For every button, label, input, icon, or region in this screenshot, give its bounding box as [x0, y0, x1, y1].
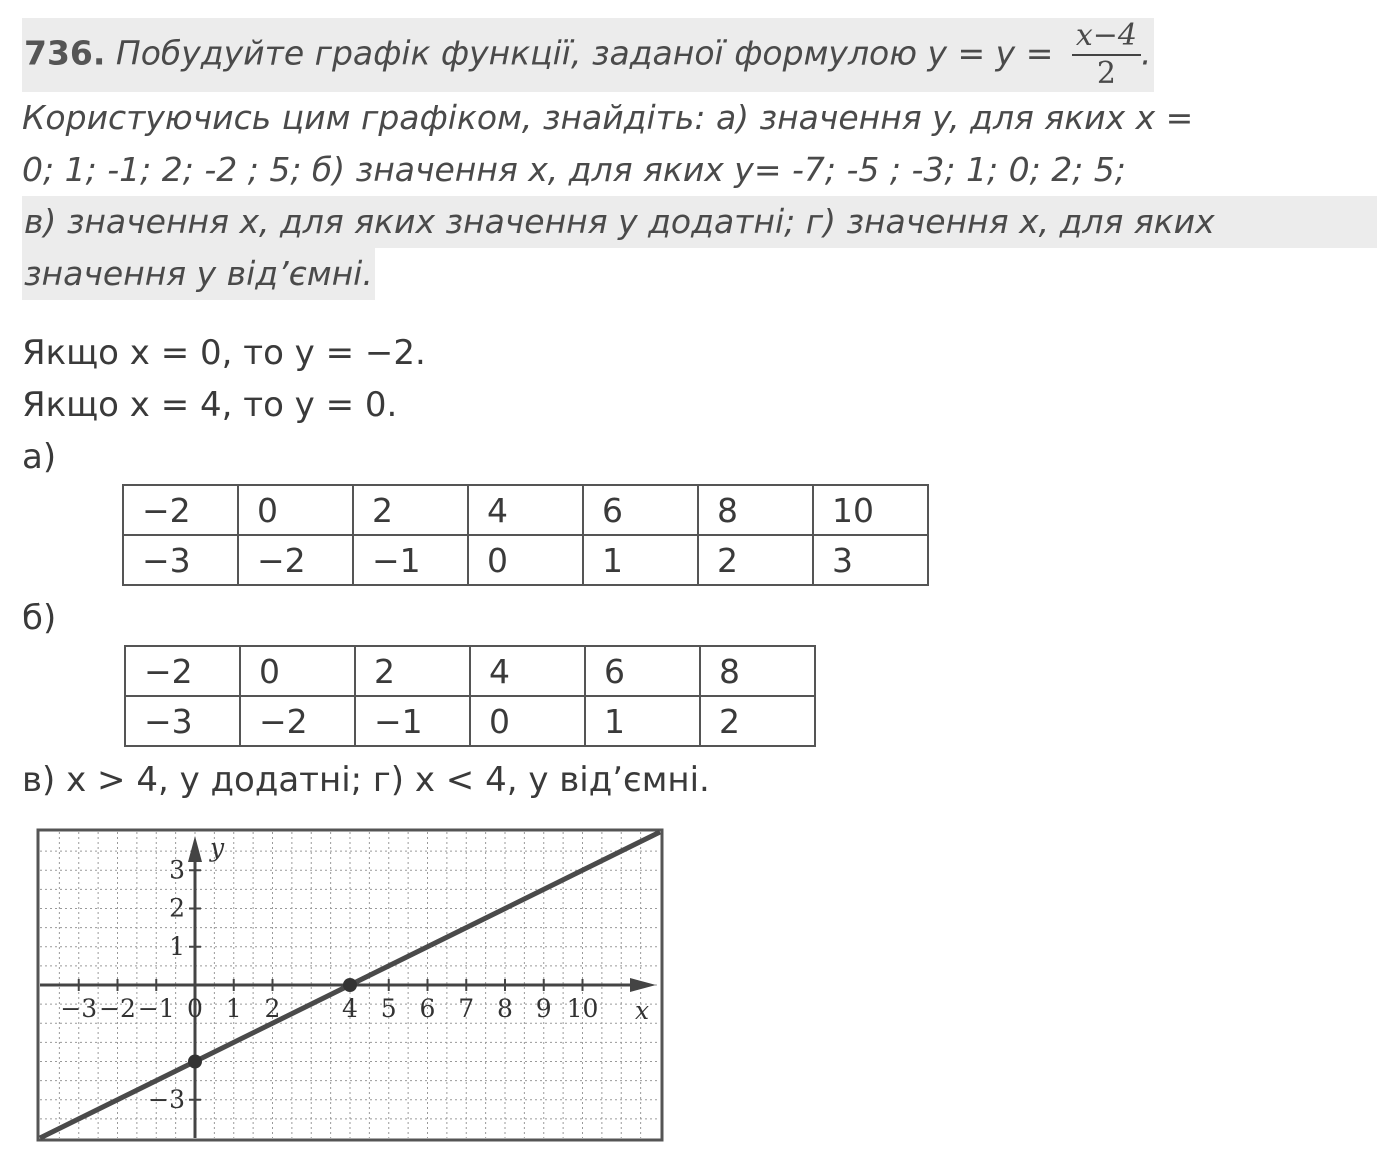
graph-point — [343, 978, 357, 992]
task-line-1-end: . — [1141, 33, 1152, 73]
task-line-5: значення y від’ємні. — [22, 248, 375, 300]
x-tick-label: 0 — [187, 994, 203, 1023]
y-tick-label: 3 — [169, 855, 185, 885]
x-tick-label: −1 — [137, 994, 175, 1023]
task-number: 736. — [24, 33, 106, 73]
table-cell: 8 — [700, 646, 815, 696]
x-tick-label: 7 — [458, 994, 475, 1023]
formula-fraction — [1072, 18, 1141, 92]
answer-line: в) x > 4, y додатні; г) x < 4, y від’ємні. — [22, 760, 710, 800]
table-cell: 1 — [585, 696, 700, 746]
table-cell: 1 — [583, 535, 698, 585]
table-b-row-x — [125, 646, 815, 696]
x-tick-label: −3 — [60, 994, 98, 1023]
table-cell: −1 — [355, 696, 470, 746]
task-statement — [22, 18, 1377, 300]
table-cell: 8 — [698, 485, 813, 535]
x-tick-label: 9 — [535, 994, 552, 1023]
table-cell: −2 — [125, 646, 240, 696]
table-cell: 6 — [583, 485, 698, 535]
table-cell: −2 — [238, 535, 353, 585]
table-cell: −2 — [240, 696, 355, 746]
label-b: б) — [22, 598, 57, 638]
table-cell: 0 — [240, 646, 355, 696]
table-b — [124, 645, 816, 747]
table-cell: 2 — [700, 696, 815, 746]
x-tick-label: 10 — [566, 994, 599, 1023]
solution-line-2: Якщо x = 4, то y = 0. — [22, 385, 398, 425]
table-cell: 6 — [585, 646, 700, 696]
table-cell: 4 — [470, 646, 585, 696]
table-cell: 0 — [470, 696, 585, 746]
fraction-numerator: x−4 — [1072, 18, 1141, 56]
task-line-3: 0; 1; -1; 2; -2 ; 5; б) значення x, для яких y= -7; -5 ; -3; 1; 0; 2; 5; — [22, 150, 1126, 189]
x-axis-label: x — [634, 996, 650, 1025]
x-tick-label: 8 — [497, 994, 513, 1023]
table-cell: 0 — [238, 485, 353, 535]
y-tick-label: −3 — [148, 1084, 185, 1114]
table-cell: −3 — [125, 696, 240, 746]
table-cell: −3 — [123, 535, 238, 585]
x-tick-label: 4 — [342, 994, 358, 1023]
table-a — [122, 484, 929, 586]
x-tick-label: 5 — [380, 994, 397, 1023]
task-line-1 — [22, 18, 1154, 92]
table-cell: 2 — [355, 646, 470, 696]
x-tick-label: 1 — [225, 994, 242, 1023]
table-cell: −1 — [353, 535, 468, 585]
table-cell: 3 — [813, 535, 928, 585]
table-cell: 2 — [353, 485, 468, 535]
label-a: а) — [22, 437, 57, 477]
y-axis-label: y — [209, 833, 225, 862]
solution-line-1: Якщо x = 0, то y = −2. — [22, 333, 426, 373]
y-tick-label: 2 — [169, 893, 185, 923]
fraction-denominator: 2 — [1096, 56, 1116, 91]
table-a-row-y — [123, 535, 928, 585]
x-tick-label: −2 — [99, 994, 136, 1023]
x-tick-label: 2 — [264, 994, 281, 1023]
task-line-1-text: Побудуйте графік функції, заданої формулою y = у = — [115, 33, 1054, 73]
task-line-4: в) значення x, для яких значення y додатні; г) значення x, для яких — [22, 196, 1377, 248]
function-graph — [36, 828, 666, 1143]
table-a-row-x — [123, 485, 928, 535]
task-line-2: Користуючись цим графіком, знайдіть: а) значення y, для яких x = — [22, 98, 1194, 137]
x-tick-label: 6 — [419, 994, 436, 1023]
table-cell: −2 — [123, 485, 238, 535]
table-b-row-y — [125, 696, 815, 746]
table-cell: 2 — [698, 535, 813, 585]
table-cell: 0 — [468, 535, 583, 585]
graph-point — [188, 1055, 202, 1069]
y-tick-label: 1 — [169, 931, 185, 961]
table-cell: 4 — [468, 485, 583, 535]
table-cell: 10 — [813, 485, 928, 535]
